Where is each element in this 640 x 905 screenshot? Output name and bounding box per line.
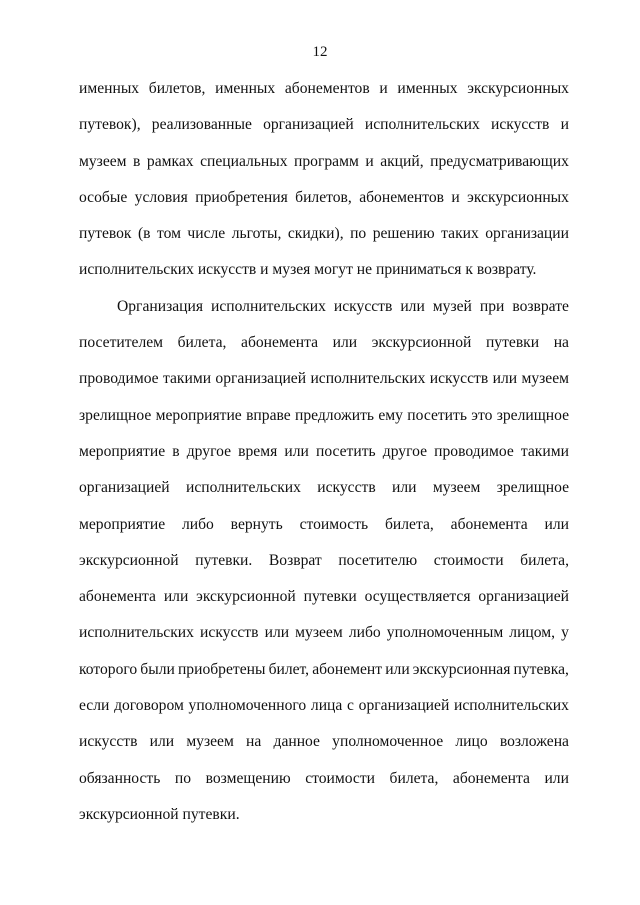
word: проводимое xyxy=(434,442,514,460)
word: экскурсионной xyxy=(371,334,472,352)
word: искусств xyxy=(429,370,489,388)
word: посетить xyxy=(315,442,376,460)
word: экскурсионной xyxy=(196,588,296,606)
text-line xyxy=(79,515,569,551)
word: музеем xyxy=(432,479,481,497)
word: предложить xyxy=(295,406,375,424)
word: посетителем xyxy=(79,334,164,352)
word: билета, xyxy=(177,334,227,352)
word: уполномоченного xyxy=(188,697,307,715)
word: зрелищное xyxy=(79,406,152,424)
word: именных xyxy=(79,80,140,97)
word: Организация xyxy=(117,297,204,315)
text-line xyxy=(79,406,569,442)
word: в xyxy=(133,152,141,170)
word: музеем xyxy=(295,624,343,642)
word: лицом, xyxy=(509,624,556,642)
word: на xyxy=(553,334,569,352)
word: решению xyxy=(372,225,435,243)
word: вправе xyxy=(246,406,291,424)
word: билетов, xyxy=(148,80,206,97)
word: экскурсионных xyxy=(467,80,569,97)
word: осуществляется xyxy=(364,588,471,606)
word: другое xyxy=(186,442,231,460)
word: числе xyxy=(187,225,226,243)
word: организацией xyxy=(358,697,450,715)
word: билет, xyxy=(268,660,310,678)
word: стоимость xyxy=(299,515,369,533)
word: таких xyxy=(441,225,479,243)
word: у xyxy=(561,624,569,642)
word: искусств xyxy=(317,479,376,497)
text-line: исполнительских искусств и музея могут не приниматься к возврату. xyxy=(79,261,537,279)
word: лица xyxy=(310,697,343,715)
word: это xyxy=(471,406,493,424)
word: билета, xyxy=(385,515,434,533)
document-body xyxy=(79,79,569,841)
word: с xyxy=(347,697,354,715)
text-line xyxy=(79,152,569,188)
word: музеем xyxy=(79,152,127,170)
word: рамках xyxy=(146,152,194,170)
word: реализованные xyxy=(151,116,252,134)
word: организации xyxy=(485,225,569,243)
word: зрелищное xyxy=(496,406,569,424)
text-line xyxy=(79,587,569,623)
word: или xyxy=(400,297,425,315)
word: или xyxy=(264,624,290,642)
word: организацией xyxy=(263,116,354,134)
word: абонементов xyxy=(359,188,445,206)
word: искусств xyxy=(490,116,550,134)
word: либо xyxy=(348,624,381,642)
word: искусств xyxy=(79,733,138,751)
word: либо xyxy=(181,515,214,533)
word: возмещению xyxy=(205,769,291,787)
text-line xyxy=(79,369,569,405)
word: и xyxy=(365,152,374,170)
word: или xyxy=(284,442,309,460)
word: путевок xyxy=(79,225,132,243)
word: или xyxy=(332,334,358,352)
word: том xyxy=(156,225,181,243)
word: музеем xyxy=(521,370,569,388)
word: искусств xyxy=(200,624,259,642)
word: исполнительских xyxy=(79,624,194,642)
word: при xyxy=(479,297,505,315)
word: посетить xyxy=(407,406,467,424)
text-line xyxy=(79,732,569,768)
word: предусматривающих xyxy=(430,152,569,170)
word: путевка, xyxy=(513,660,569,678)
word: время xyxy=(238,442,278,460)
word: условия xyxy=(134,188,188,206)
text-line xyxy=(79,660,569,696)
word: вернуть xyxy=(230,515,283,533)
word: мероприятие xyxy=(79,442,166,460)
word: именных xyxy=(397,80,458,97)
text-line xyxy=(79,696,569,732)
word: билетов, xyxy=(295,188,352,206)
word: льготы, xyxy=(231,225,282,243)
word: проводимое xyxy=(79,370,159,388)
word: музей xyxy=(432,297,472,315)
word: такими xyxy=(520,442,569,460)
word: особые xyxy=(79,188,128,206)
text-line: экскурсионной путевки. xyxy=(79,805,240,823)
word: договором xyxy=(114,697,184,715)
text-line xyxy=(79,79,569,115)
text-line xyxy=(79,297,569,333)
word: искусств xyxy=(333,297,393,315)
word: экскурсионных xyxy=(467,188,569,206)
word: абонемента xyxy=(452,769,530,787)
text-line xyxy=(79,442,569,478)
word: возложена xyxy=(499,733,569,751)
word: стоимости xyxy=(433,551,504,569)
word: лицо xyxy=(455,733,488,751)
word: программ xyxy=(294,152,359,170)
word: (в xyxy=(137,225,151,243)
word: абонемента xyxy=(79,588,156,606)
word: путевок), xyxy=(79,116,141,134)
word: исполнительских xyxy=(310,370,426,388)
text-line xyxy=(79,769,569,805)
word: абонемента xyxy=(241,334,319,352)
paragraph-2 xyxy=(79,297,569,841)
word: акций, xyxy=(380,152,424,170)
word: если xyxy=(79,697,110,715)
paragraph-1 xyxy=(79,79,569,297)
word: стоимости xyxy=(305,769,375,787)
word: абонемента xyxy=(450,515,528,533)
word: путевки xyxy=(303,588,357,606)
word: возврате xyxy=(512,297,569,315)
text-line xyxy=(79,224,569,260)
word: приобретены xyxy=(177,660,266,678)
word: приобретения xyxy=(195,188,288,206)
word: уполномоченным xyxy=(386,624,504,642)
text-line xyxy=(79,188,569,224)
word: посетителю xyxy=(338,551,418,569)
word: на xyxy=(246,733,262,751)
word: и xyxy=(379,80,388,97)
word: в xyxy=(172,442,180,460)
word: обязанность xyxy=(79,769,161,787)
word: исполнительских xyxy=(210,297,326,315)
word: по xyxy=(174,769,192,787)
word: по xyxy=(350,225,367,243)
word: или xyxy=(149,733,175,751)
word: билета, xyxy=(389,769,439,787)
text-line xyxy=(79,333,569,369)
word: специальных xyxy=(200,152,288,170)
word: или xyxy=(544,515,569,533)
word: исполнительских xyxy=(364,116,480,134)
word: или xyxy=(492,370,518,388)
word: именных xyxy=(215,80,276,97)
text-line xyxy=(79,115,569,151)
word: музеем xyxy=(186,733,234,751)
word: ему xyxy=(378,406,403,424)
word: Возврат xyxy=(268,551,322,569)
text-line xyxy=(79,551,569,587)
word: мероприятие xyxy=(155,406,242,424)
word: путевки. xyxy=(195,551,253,569)
word: исполнительских xyxy=(454,697,569,715)
word: или xyxy=(385,660,410,678)
word: скидки), xyxy=(287,225,344,243)
word: организацией xyxy=(215,370,307,388)
word: организацией xyxy=(478,588,569,606)
word: экскурсионной xyxy=(79,551,179,569)
word: или xyxy=(392,479,417,497)
text-line xyxy=(79,478,569,514)
text-line xyxy=(79,623,569,659)
word: экскурсионная xyxy=(412,660,511,678)
word: были xyxy=(140,660,175,678)
word: зрелищное xyxy=(496,479,569,497)
word: организацией xyxy=(79,479,170,497)
word: уполномоченное xyxy=(332,733,444,751)
word: абонемент xyxy=(312,660,383,678)
word: абонементов xyxy=(284,80,370,97)
word: и xyxy=(560,116,569,134)
word: которого xyxy=(79,660,138,678)
word: билета, xyxy=(520,551,569,569)
word: такими xyxy=(162,370,212,388)
word: данное xyxy=(273,733,320,751)
page-number: 12 xyxy=(312,44,328,60)
word: мероприятие xyxy=(79,515,166,533)
word: другое xyxy=(382,442,428,460)
word: исполнительских xyxy=(185,479,301,497)
word: или xyxy=(163,588,189,606)
word: путевки xyxy=(485,334,540,352)
word: и xyxy=(451,188,460,206)
word: или xyxy=(544,769,569,787)
